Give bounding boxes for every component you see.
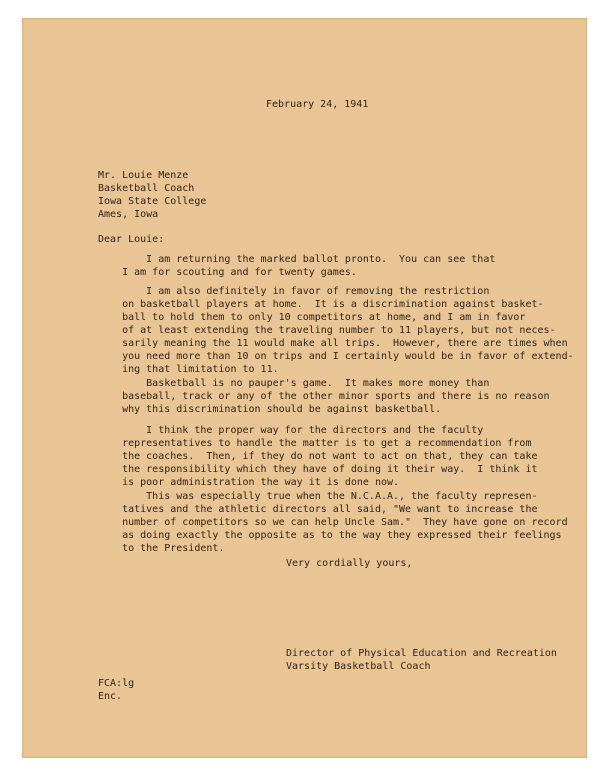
- recipient-address-block: [98, 169, 206, 221]
- body-paragraph-3: Basketball is no pauper's game. It makes more money than baseball, track or any of the other minor sports and there is no reason why this discrimination should be against basketball.: [122, 378, 550, 415]
- salutation: Dear Louie:: [98, 234, 165, 245]
- recipient-name: Mr. Louie Menze: [98, 170, 189, 181]
- signature-title-line-1: Director of Physical Education and Recreation: [286, 648, 557, 659]
- reference-block: [98, 677, 134, 703]
- recipient-city: Ames, Iowa: [98, 209, 159, 220]
- reference-initials: FCA:lg: [98, 678, 135, 689]
- recipient-institution: Iowa State College: [98, 196, 207, 207]
- enclosure-notation: Enc.: [98, 691, 123, 702]
- body-paragraph-2: I am also definitely in favor of removing the restriction on basketball players at home. It is a discrimination against basket- ball to hold them to only 10 competitors at home, and I am in favor of at least extending the traveling number to 11 players, but not neces- sarily meaning the 11 would make all trips. However, there are times when you need more than 10 on trips and I certainly would be in favor of extend- ing that limitation to 11.: [122, 286, 574, 375]
- complimentary-closing: Very cordially yours,: [286, 558, 413, 569]
- recipient-title: Basketball Coach: [98, 183, 195, 194]
- signature-block: [286, 647, 557, 673]
- signature-title-line-2: Varsity Basketball Coach: [286, 661, 431, 672]
- body-paragraph-1: I am returning the marked ballot pronto. You can see that I am for scouting and for twenty games.: [122, 254, 496, 278]
- body-paragraph-4: I think the proper way for the directors and the faculty representatives to handle the matter is to get a recommendation from the coaches. Then, if they do not want to act on that, they can take the responsibility which they have of doing it their way. I think it is poor administration the way it is done now.: [122, 425, 538, 488]
- letter-date: February 24, 1941: [266, 99, 369, 110]
- body-paragraph-5: This was especially true when the N.C.A.A., the faculty represen- tatives and the athletic directors all said, "We want to increase the number of competitors so we can help Uncle Sam." They have gone on record as doing exactly the opposite as to the way they expressed their feelings to the President.: [122, 491, 568, 554]
